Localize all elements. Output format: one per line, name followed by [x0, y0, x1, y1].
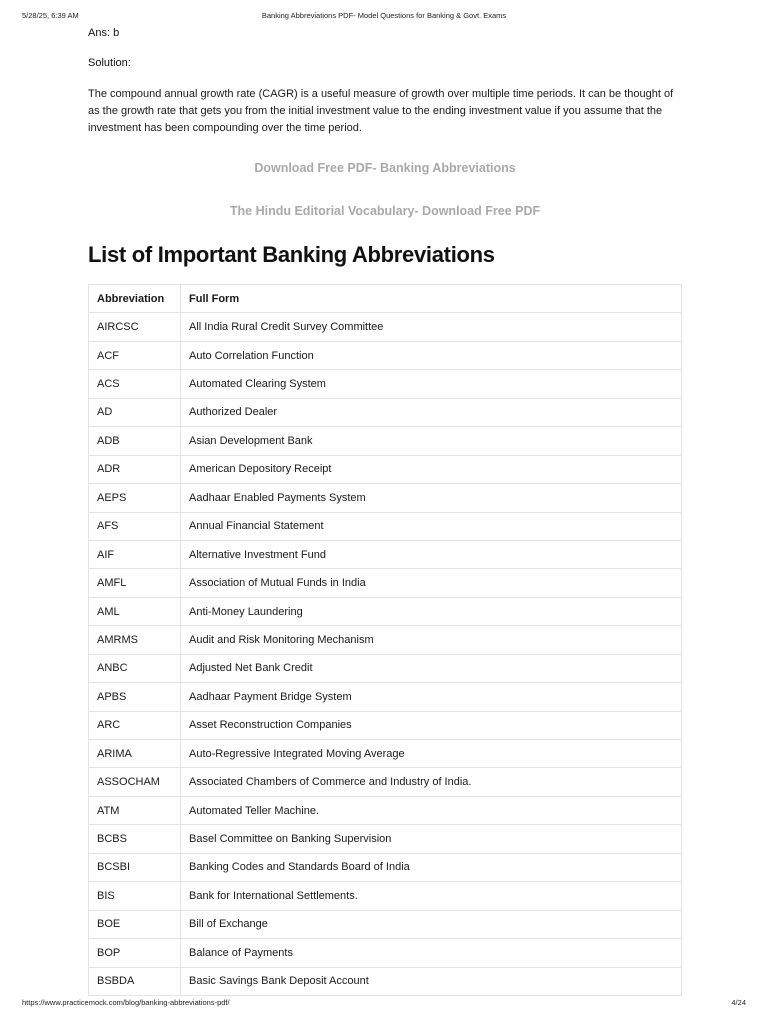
table-row [89, 626, 682, 654]
full-form-cell: Asset Reconstruction Companies [181, 711, 682, 739]
full-form-cell: Automated Teller Machine. [181, 796, 682, 824]
table-row [89, 341, 682, 369]
full-form-cell: Audit and Risk Monitoring Mechanism [181, 626, 682, 654]
page-number: 4/24 [731, 998, 746, 1007]
section-title: List of Important Banking Abbreviations [88, 242, 495, 267]
header-abbreviation: Abbreviation [89, 285, 181, 313]
table-row [89, 569, 682, 597]
abbreviation-cell: AD [89, 398, 181, 426]
abbreviation-cell: ADR [89, 455, 181, 483]
abbreviation-cell: BOE [89, 910, 181, 938]
hindu-editorial-vocabulary-link[interactable]: The Hindu Editorial Vocabulary- Download Free PDF [229, 204, 541, 218]
abbreviation-cell: AEPS [89, 484, 181, 512]
abbreviation-cell: BIS [89, 882, 181, 910]
table-row [89, 825, 682, 853]
header-full-form: Full Form [181, 285, 682, 313]
full-form-cell: Associated Chambers of Commerce and Industry of India. [181, 768, 682, 796]
abbreviation-cell: BCBS [89, 825, 181, 853]
table-row [89, 597, 682, 625]
abbreviation-cell: BOP [89, 939, 181, 967]
abbreviation-cell: AIRCSC [89, 313, 181, 341]
abbreviation-cell: AML [89, 597, 181, 625]
page-url: https://www.practicemock.com/blog/banking-abbreviations-pdf/ [22, 998, 230, 1007]
full-form-cell: Aadhaar Enabled Payments System [181, 484, 682, 512]
print-header [22, 11, 746, 23]
abbreviation-cell: ASSOCHAM [89, 768, 181, 796]
table-row [89, 370, 682, 398]
abbreviation-cell: ATM [89, 796, 181, 824]
table-header-row [89, 285, 682, 313]
table-row [89, 882, 682, 910]
table-row [89, 512, 682, 540]
full-form-cell: Banking Codes and Standards Board of India [181, 853, 682, 881]
table-row [89, 313, 682, 341]
abbreviations-table [88, 284, 682, 996]
abbreviation-cell: ARC [89, 711, 181, 739]
table-row [89, 967, 682, 995]
full-form-cell: Automated Clearing System [181, 370, 682, 398]
full-form-cell: Asian Development Bank [181, 427, 682, 455]
abbreviation-cell: ANBC [89, 654, 181, 682]
abbreviation-cell: ARIMA [89, 740, 181, 768]
table-row [89, 768, 682, 796]
full-form-cell: Authorized Dealer [181, 398, 682, 426]
abbreviation-cell: AMRMS [89, 626, 181, 654]
print-page-title: Banking Abbreviations PDF- Model Questions for Banking & Govt. Exams [261, 11, 507, 20]
table-row [89, 910, 682, 938]
abbreviation-cell: ACS [89, 370, 181, 398]
solution-text: The compound annual growth rate (CAGR) is a useful measure of growth over multiple time periods. It can be thought of as the growth rate that gets you from the initial investment value to the ending investment value if you assume that the investment has been compounding over the time period. [88, 88, 674, 134]
table-row [89, 683, 682, 711]
full-form-cell: Basel Committee on Banking Supervision [181, 825, 682, 853]
table-row [89, 740, 682, 768]
print-footer [22, 998, 746, 1010]
abbreviation-cell: AIF [89, 540, 181, 568]
abbreviation-cell: BCSBI [89, 853, 181, 881]
full-form-cell: Alternative Investment Fund [181, 540, 682, 568]
full-form-cell: Auto Correlation Function [181, 341, 682, 369]
table-row [89, 427, 682, 455]
full-form-cell: Annual Financial Statement [181, 512, 682, 540]
full-form-cell: All India Rural Credit Survey Committee [181, 313, 682, 341]
full-form-cell: Bill of Exchange [181, 910, 682, 938]
table-row [89, 796, 682, 824]
solution-label: Solution: [88, 57, 131, 69]
abbreviation-cell: AFS [89, 512, 181, 540]
table-row [89, 484, 682, 512]
table-row [89, 853, 682, 881]
abbreviation-cell: ADB [89, 427, 181, 455]
full-form-cell: Adjusted Net Bank Credit [181, 654, 682, 682]
full-form-cell: Balance of Payments [181, 939, 682, 967]
article-content [88, 26, 682, 996]
table-row [89, 939, 682, 967]
table-row [89, 654, 682, 682]
full-form-cell: Anti-Money Laundering [181, 597, 682, 625]
abbreviation-cell: AMFL [89, 569, 181, 597]
abbreviation-cell: APBS [89, 683, 181, 711]
table-row [89, 540, 682, 568]
table-row [89, 455, 682, 483]
full-form-cell: American Depository Receipt [181, 455, 682, 483]
table-row [89, 398, 682, 426]
abbreviation-cell: ACF [89, 341, 181, 369]
full-form-cell: Auto-Regressive Integrated Moving Average [181, 740, 682, 768]
download-banking-abbreviations-link[interactable]: Download Free PDF- Banking Abbreviations [254, 161, 516, 175]
full-form-cell: Basic Savings Bank Deposit Account [181, 967, 682, 995]
table-row [89, 711, 682, 739]
abbreviation-cell: BSBDA [89, 967, 181, 995]
full-form-cell: Association of Mutual Funds in India [181, 569, 682, 597]
print-date: 5/28/25, 6:39 AM [22, 11, 79, 20]
full-form-cell: Bank for International Settlements. [181, 882, 682, 910]
answer-text: Ans: b [88, 27, 120, 39]
table-body [89, 313, 682, 996]
full-form-cell: Aadhaar Payment Bridge System [181, 683, 682, 711]
